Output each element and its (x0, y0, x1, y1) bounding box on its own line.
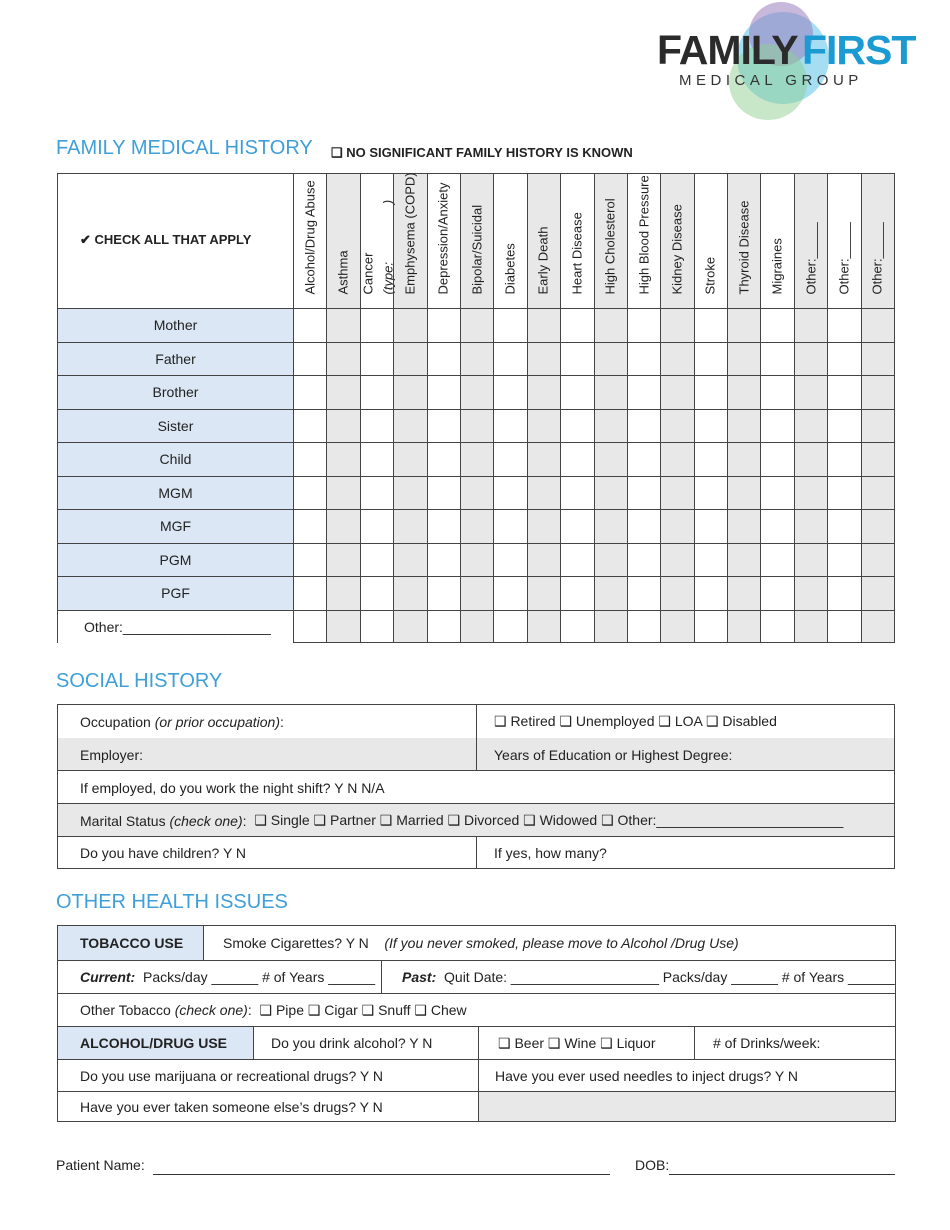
night-shift-question[interactable]: If employed, do you work the night shift? Y N N/A (80, 779, 385, 796)
tobacco-use-label: TOBACCO USE (58, 926, 203, 960)
column-header-emphysema-copd (393, 174, 426, 308)
other-health-title: OTHER HEALTH ISSUES (56, 891, 288, 913)
check-all-instruction: ✔ CHECK ALL THAT APPLY (80, 232, 252, 247)
dob-input[interactable] (669, 1174, 895, 1175)
column-header-other (827, 174, 860, 308)
column-header-text: High Cholesterol (602, 198, 618, 295)
column-header-migraines (760, 174, 793, 308)
occupation-field[interactable]: Occupation (or prior occupation) : (80, 713, 284, 730)
row-label-father: Father (58, 343, 293, 376)
column-header-text: Kidney Disease (669, 204, 685, 295)
column-header-diabetes (493, 174, 526, 308)
row-label-pgf: PGF (58, 577, 293, 610)
column-header-text: Bipolar/Suicidal (469, 204, 485, 295)
logo-word-first: FIRST (802, 27, 916, 73)
column-header-early-death (527, 174, 560, 308)
employment-status-options[interactable]: ❑ Retired ❑ Unemployed ❑ LOA ❑ Disabled (494, 713, 777, 729)
column-header-asthma (326, 174, 359, 308)
other-tobacco-note: (check one) (174, 1002, 248, 1018)
column-header-depression-anxiety (427, 174, 460, 308)
column-header-text: Other:_____ (836, 222, 852, 295)
column-header-text: Stroke (702, 256, 718, 295)
column-header-thyroid-disease (727, 174, 760, 308)
column-header-high-cholesterol (594, 174, 627, 308)
family-history-table (57, 173, 895, 643)
column-header-text: Alcohol/Drug Abuse (302, 180, 318, 295)
column-header-cancer (360, 174, 396, 308)
occupation-label: Occupation (80, 713, 151, 730)
column-header-text: Diabetes (502, 243, 518, 295)
column-header-text: Asthma (335, 250, 351, 295)
dob-label: DOB: (635, 1157, 670, 1173)
marital-status-label: Marital Status (80, 812, 166, 829)
column-header-text: Depression/Anxiety (435, 182, 451, 295)
children-count-field[interactable]: If yes, how many? (494, 844, 607, 861)
drink-type-options[interactable]: ❑ Beer ❑ Wine ❑ Liquor (498, 1034, 656, 1051)
current-label: Current: (80, 969, 136, 985)
patient-name-label: Patient Name: (56, 1157, 145, 1173)
column-header-text: Other:_____ (869, 222, 885, 295)
column-header-kidney-disease (660, 174, 693, 308)
smoke-cigarettes-question[interactable] (203, 926, 895, 960)
alcohol-drug-use-label: ALCOHOL/DRUG USE (58, 1027, 253, 1059)
row-label-mother: Mother (58, 309, 293, 342)
marital-status-note: (check one) (169, 812, 243, 829)
education-field[interactable]: Years of Education or Highest Degree: (476, 738, 894, 771)
column-header-heart-disease (560, 174, 593, 308)
other-tobacco-label: Other Tobacco (80, 1002, 171, 1018)
row-label-pgm: PGM (58, 544, 293, 577)
other-tobacco-field[interactable]: Other Tobacco (check one) : ❑ Pipe ❑ Cigar ❑ Snuff ❑ Chew (80, 1001, 467, 1018)
drinks-per-week-field[interactable]: # of Drinks/week: (713, 1035, 821, 1051)
column-header-text: High Blood Pressure (636, 175, 652, 295)
drink-alcohol-question[interactable]: Do you drink alcohol? Y N (271, 1035, 433, 1051)
row-label-mgm: MGM (58, 477, 293, 510)
occupation-note: (or prior occupation) (154, 713, 280, 730)
row-label-other: Other:___________________ (58, 611, 293, 644)
logo-word-family: FAMILY (657, 27, 798, 73)
marital-status-field[interactable]: Marital Status (check one) : ❑ Single ❑ Partner ❑ Married ❑ Divorced ❑ Widowed ❑ Other:________________________ (58, 804, 894, 837)
column-header-high-blood-pressure (627, 174, 660, 308)
others-drugs-question[interactable]: Have you ever taken someone else’s drugs? Y N (80, 1098, 383, 1115)
column-header-text: Other:_____ (803, 222, 819, 295)
smoke-question-note: (If you never smoked, please move to Alcohol /Drug Use) (384, 935, 739, 951)
no-significant-history-checkbox[interactable]: ❑ NO SIGNIFICANT FAMILY HISTORY IS KNOWN (331, 145, 633, 160)
past-smoking-field[interactable] (381, 961, 895, 993)
current-smoking-field[interactable] (58, 961, 381, 993)
past-label: Past: (402, 969, 437, 985)
employer-field[interactable]: Employer: (58, 738, 476, 771)
row-label-sister: Sister (58, 410, 293, 443)
past-fields: Quit Date: ___________________ Packs/day ______ # of Years ______ (444, 969, 895, 985)
column-header-other (861, 174, 894, 308)
children-question[interactable]: Do you have children? Y N (80, 844, 247, 861)
marijuana-question[interactable]: Do you use marijuana or recreational drugs? Y N (80, 1067, 383, 1084)
column-header-text: Early Death (535, 226, 551, 295)
other-health-table (57, 925, 896, 1122)
patient-name-input[interactable] (153, 1174, 610, 1175)
needles-question[interactable]: Have you ever used needles to inject drugs? Y N (495, 1067, 799, 1084)
cancer-type-subtext: (type:________) (380, 199, 396, 295)
marital-status-options[interactable]: ❑ Single ❑ Partner ❑ Married ❑ Divorced ❑ Widowed ❑ Other:________________________ (254, 812, 844, 828)
social-history-title: SOCIAL HISTORY (56, 670, 223, 692)
column-header-text: Heart Disease (569, 212, 585, 295)
current-fields: Packs/day ______ # of Years ______ (143, 969, 375, 985)
column-header-bipolar-suicidal (460, 174, 493, 308)
column-header-other (794, 174, 827, 308)
family-history-title: FAMILY MEDICAL HISTORY (56, 137, 313, 159)
family-first-logo (657, 2, 916, 120)
logo-subtitle: MEDICAL GROUP (679, 72, 863, 89)
smoke-question-text: Smoke Cigarettes? Y N (223, 935, 369, 951)
row-label-mgf: MGF (58, 510, 293, 543)
column-header-text: Emphysema (COPD) (402, 172, 418, 295)
social-history-table (57, 704, 895, 869)
column-header-text: Cancer (360, 252, 376, 295)
row-label-brother: Brother (58, 376, 293, 409)
column-header-text: Migraines (769, 238, 785, 295)
column-header-stroke (694, 174, 727, 308)
blank-cell (479, 1092, 895, 1121)
column-header-text: Thyroid Disease (736, 200, 752, 295)
row-label-child: Child (58, 443, 293, 476)
other-tobacco-options[interactable]: ❑ Pipe ❑ Cigar ❑ Snuff ❑ Chew (259, 1001, 467, 1018)
column-header-alcohol-drug-abuse (293, 174, 326, 308)
